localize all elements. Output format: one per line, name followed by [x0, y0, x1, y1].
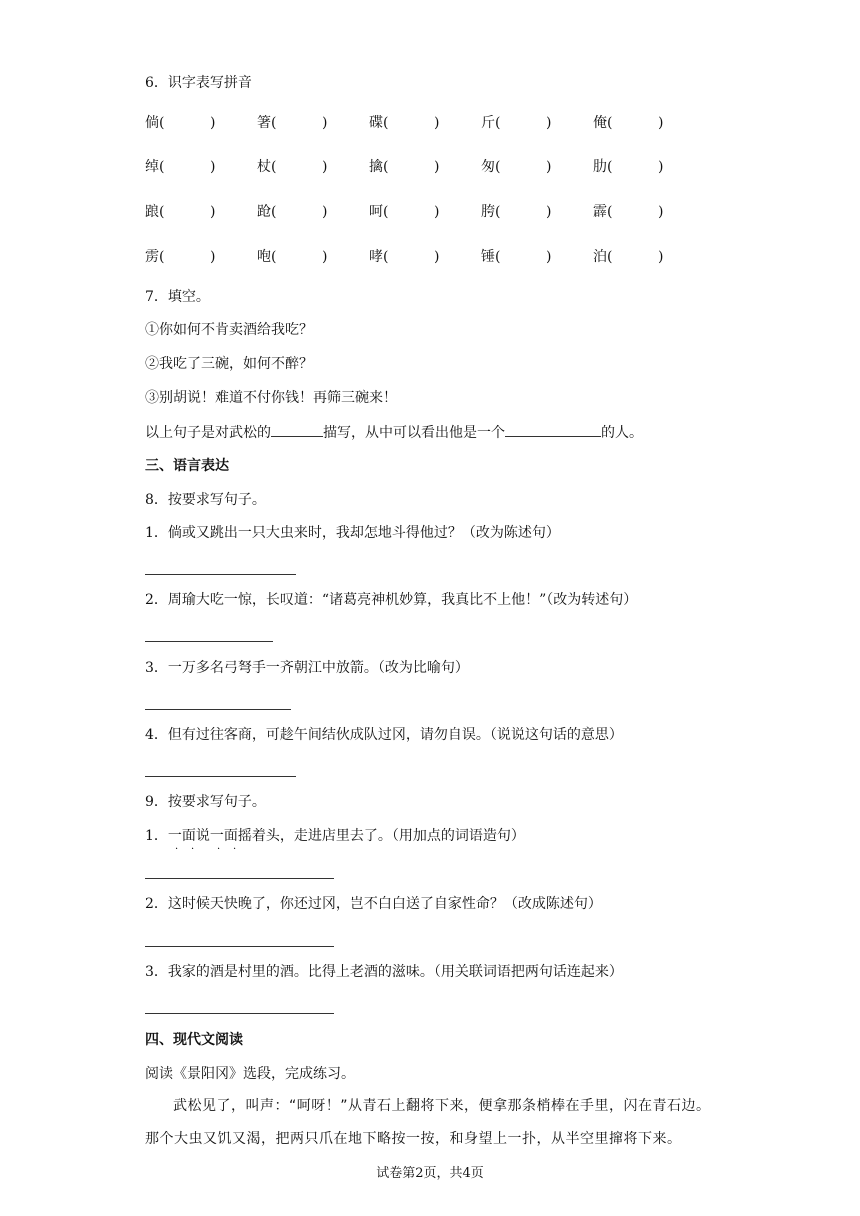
q7-fill-sentence [145, 422, 643, 443]
character-label: 泊( [593, 249, 613, 265]
pinyin-cell[interactable] [145, 202, 225, 222]
q7-line-2: ②我吃了三碗，如何不醉？ [145, 356, 313, 372]
emphasis-dot: · [191, 844, 195, 855]
q7-fill-part-c: 的人。 [601, 425, 643, 441]
pinyin-row [145, 202, 685, 222]
character-label: 胯( [481, 204, 501, 220]
close-paren: ) [658, 115, 664, 131]
q9-title: 9．按要求写句子。 [145, 794, 266, 810]
character-label: 匆( [481, 159, 501, 175]
character-label: 箸( [257, 115, 277, 131]
pinyin-cell[interactable] [593, 202, 673, 222]
pinyin-cell[interactable] [369, 157, 449, 177]
close-paren: ) [434, 159, 440, 175]
pinyin-row [145, 113, 685, 133]
character-label: 倘( [145, 115, 165, 131]
character-label: 呵( [369, 204, 389, 220]
pinyin-row [145, 157, 685, 177]
character-label: 雳( [145, 249, 165, 265]
close-paren: ) [546, 115, 552, 131]
character-label: 霹( [593, 204, 613, 220]
character-label: 俺( [593, 115, 613, 131]
q9-answer-line-1[interactable] [145, 878, 334, 879]
close-paren: ) [210, 159, 216, 175]
pinyin-cell[interactable] [145, 157, 225, 177]
character-label: 绰( [145, 159, 165, 175]
close-paren: ) [322, 204, 328, 220]
q7-answer-blank-1[interactable] [271, 422, 323, 437]
reading-passage: 武松见了，叫声：“呵呀！”从青石上翻将下来，便拿那条梢棒在手里，闪在青石边。那个大虫又饥又渴，把两只爪在地下略按一按，和身望上一扑，从半空里撺将下来。 [145, 1098, 711, 1147]
page-footer: 试卷第2页，共4页 [376, 1166, 484, 1181]
q9-item-3: 3．我家的酒是村里的酒。比得上老酒的滋味。（用关联词语把两句话连起来） [145, 964, 623, 980]
character-label: 踉( [145, 204, 165, 220]
character-label: 杖( [257, 159, 277, 175]
pinyin-cell[interactable] [257, 247, 337, 267]
close-paren: ) [322, 115, 328, 131]
q8-title: 8．按要求写句子。 [145, 492, 266, 508]
pinyin-cell[interactable] [593, 247, 673, 267]
q8-answer-line-1[interactable] [145, 574, 296, 575]
close-paren: ) [434, 115, 440, 131]
q7-line-1: ①你如何不肯卖酒给我吃？ [145, 322, 313, 338]
close-paren: ) [658, 249, 664, 265]
close-paren: ) [322, 249, 328, 265]
character-label: 哮( [369, 249, 389, 265]
pinyin-cell[interactable] [369, 202, 449, 222]
q8-item-1: 1．倘或又跳出一只大虫来时，我却怎地斗得他过？（改为陈述句） [145, 525, 560, 541]
q7-fill-part-a: 以上句子是对武松的 [145, 425, 271, 441]
q6-title: 6．识字表写拼音 [145, 75, 252, 91]
pinyin-cell[interactable] [593, 157, 673, 177]
pinyin-cell[interactable] [257, 157, 337, 177]
close-paren: ) [658, 159, 664, 175]
pinyin-cell[interactable] [481, 113, 561, 133]
q8-item-2: 2．周瑜大吃一惊，长叹道：“诸葛亮神机妙算，我真比不上他！”（改为转述句） [145, 592, 638, 608]
character-label: 斤( [481, 115, 501, 131]
pinyin-cell[interactable] [593, 113, 673, 133]
section-4-heading: 四、现代文阅读 [145, 1032, 243, 1048]
q7-title: 7．填空。 [145, 289, 210, 305]
character-label: 跄( [257, 204, 277, 220]
character-label: 肋( [593, 159, 613, 175]
close-paren: ) [322, 159, 328, 175]
pinyin-cell[interactable] [369, 247, 449, 267]
character-label: 锤( [481, 249, 501, 265]
pinyin-cell[interactable] [145, 113, 225, 133]
section-3-heading: 三、语言表达 [145, 458, 229, 474]
q8-item-3: 3．一万多名弓弩手一齐朝江中放箭。（改为比喻句） [145, 660, 469, 676]
q7-line-3: ③别胡说！难道不付你钱！再筛三碗来！ [145, 390, 397, 406]
pinyin-row [145, 247, 685, 267]
q7-answer-blank-2[interactable] [505, 422, 601, 437]
close-paren: ) [546, 204, 552, 220]
close-paren: ) [546, 249, 552, 265]
pinyin-cell[interactable] [369, 113, 449, 133]
q9-answer-line-3[interactable] [145, 1013, 334, 1014]
pinyin-cell[interactable] [257, 202, 337, 222]
close-paren: ) [546, 159, 552, 175]
reading-intro: 阅读《景阳冈》选段，完成练习。 [145, 1066, 355, 1082]
emphasis-dot: · [175, 844, 179, 855]
pinyin-cell[interactable] [145, 247, 225, 267]
pinyin-cell[interactable] [481, 157, 561, 177]
q9-item-1: 1．一面说一面摇着头，走进店里去了。（用加点的词语造句） [145, 828, 525, 844]
character-label: 擒( [369, 159, 389, 175]
q8-item-4: 4．但有过往客商，可趁午间结伙成队过冈，请勿自误。（说说这句话的意思） [145, 727, 623, 743]
pinyin-cell[interactable] [257, 113, 337, 133]
close-paren: ) [434, 204, 440, 220]
close-paren: ) [210, 204, 216, 220]
close-paren: ) [210, 249, 216, 265]
q9-answer-line-2[interactable] [145, 946, 334, 947]
emphasis-dot: · [217, 844, 221, 855]
pinyin-cell[interactable] [481, 202, 561, 222]
q8-answer-line-3[interactable] [145, 709, 291, 710]
q9-item-2: 2．这时候天快晚了，你还过冈，岂不白白送了自家性命？（改成陈述句） [145, 896, 602, 912]
character-label: 咆( [257, 249, 277, 265]
close-paren: ) [658, 204, 664, 220]
close-paren: ) [434, 249, 440, 265]
character-label: 碟( [369, 115, 389, 131]
pinyin-cell[interactable] [481, 247, 561, 267]
close-paren: ) [210, 115, 216, 131]
q7-fill-part-b: 描写，从中可以看出他是一个 [323, 425, 505, 441]
emphasis-dot: · [233, 844, 237, 855]
q8-answer-line-4[interactable] [145, 776, 296, 777]
q8-answer-line-2[interactable] [145, 641, 273, 642]
